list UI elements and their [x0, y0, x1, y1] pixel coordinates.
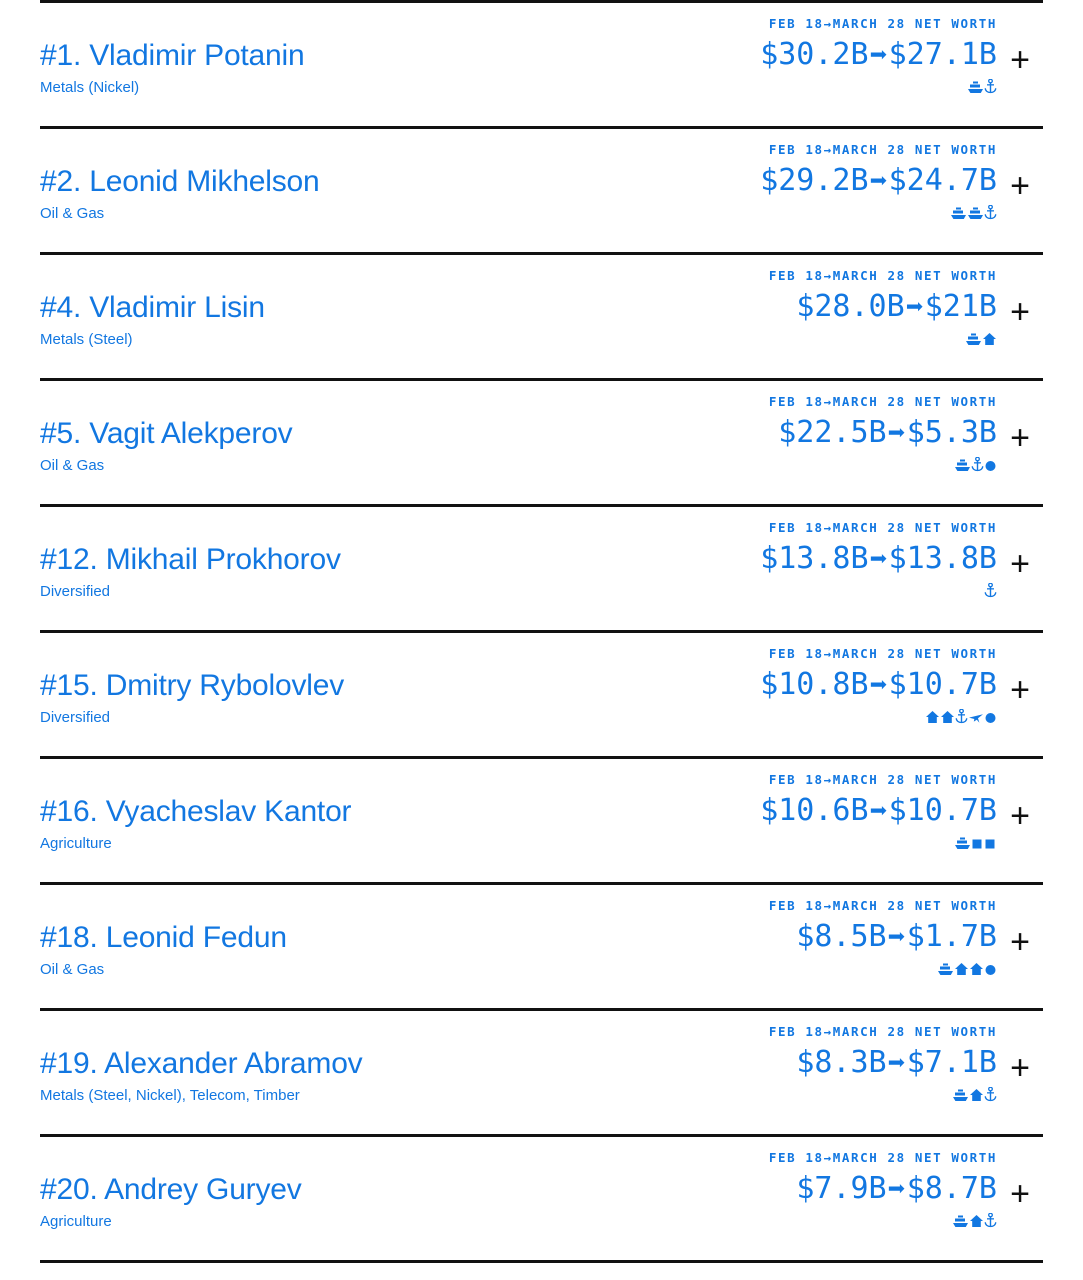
house-icon	[954, 961, 969, 979]
period-label: FEB 18→MARCH 28 NET WORTH	[768, 394, 997, 409]
net-worth-block	[567, 3, 997, 99]
asset-icons	[567, 961, 997, 981]
net-worth-block	[567, 1137, 997, 1233]
net-worth-start: $8.5B	[796, 919, 887, 954]
period-label: FEB 18→MARCH 28 NET WORTH	[768, 520, 997, 535]
list-item-content	[40, 255, 1043, 375]
net-worth-block	[567, 381, 997, 477]
asset-icons	[567, 457, 997, 477]
period-label: FEB 18→MARCH 28 NET WORTH	[768, 898, 997, 913]
house-icon	[982, 331, 997, 349]
arrow-icon: ➡	[887, 416, 906, 451]
yacht-icon	[937, 961, 954, 979]
yacht-icon	[954, 457, 971, 475]
net-worth-end: $10.7B	[888, 667, 997, 702]
net-worth-values	[567, 1170, 997, 1209]
list-item-content	[40, 129, 1043, 249]
house-icon	[925, 709, 940, 727]
person-info	[40, 1011, 567, 1105]
expand-button[interactable]: +	[1010, 419, 1030, 457]
net-worth-values	[567, 918, 997, 957]
net-worth-end: $1.7B	[906, 919, 997, 954]
divider	[40, 1260, 1043, 1263]
person-info	[40, 3, 567, 97]
net-worth-values	[567, 414, 997, 453]
expand-button[interactable]: +	[1010, 797, 1030, 835]
house-icon	[969, 961, 984, 979]
list-item	[40, 381, 1043, 504]
net-worth-block	[567, 759, 997, 855]
person-sector: Metals (Steel, Nickel), Telecom, Timber	[40, 1087, 300, 1104]
person-name[interactable]: #5. Vagit Alekperov	[40, 417, 293, 450]
list-item	[40, 1011, 1043, 1134]
person-name[interactable]: #15. Dmitry Rybolovlev	[40, 669, 345, 702]
person-name[interactable]: #18. Leonid Fedun	[40, 921, 287, 954]
list-item-content	[40, 3, 1043, 123]
net-worth-end: $13.8B	[888, 541, 997, 576]
net-worth-block	[567, 885, 997, 981]
net-worth-start: $30.2B	[760, 37, 869, 72]
asset-icons	[567, 1213, 997, 1233]
net-worth-end: $5.3B	[906, 415, 997, 450]
expand-button[interactable]: +	[1010, 1049, 1030, 1087]
net-worth-end: $7.1B	[906, 1045, 997, 1080]
expand-button[interactable]: +	[1010, 1175, 1030, 1213]
asset-icons	[567, 331, 997, 351]
net-worth-values	[567, 162, 997, 201]
person-name[interactable]: #12. Mikhail Prokhorov	[40, 543, 341, 576]
yacht-icon	[950, 205, 967, 223]
net-worth-start: $8.3B	[796, 1045, 887, 1080]
net-worth-values	[567, 288, 997, 327]
arrow-icon: ➡	[869, 542, 888, 577]
arrow-icon: ➡	[869, 794, 888, 829]
circle-icon	[984, 709, 997, 727]
net-worth-start: $28.0B	[796, 289, 905, 324]
net-worth-start: $29.2B	[760, 163, 869, 198]
net-worth-values	[567, 792, 997, 831]
arrow-icon: ➡	[869, 668, 888, 703]
net-worth-end: $27.1B	[888, 37, 997, 72]
list-item	[40, 885, 1043, 1008]
anchor-icon	[984, 205, 997, 223]
person-info	[40, 1137, 567, 1231]
yacht-icon	[954, 835, 971, 853]
expand-button[interactable]: +	[1010, 671, 1030, 709]
list-item-content	[40, 507, 1043, 627]
person-name[interactable]: #16. Vyacheslav Kantor	[40, 795, 352, 828]
list-item	[40, 255, 1043, 378]
circle-icon	[984, 457, 997, 475]
net-worth-end: $24.7B	[888, 163, 997, 198]
expand-button[interactable]: +	[1010, 545, 1030, 583]
person-info	[40, 507, 567, 601]
asset-icons	[567, 709, 997, 729]
person-name[interactable]: #4. Vladimir Lisin	[40, 291, 265, 324]
period-label: FEB 18→MARCH 28 NET WORTH	[768, 646, 997, 661]
plane-icon	[968, 709, 984, 727]
asset-icons	[567, 1087, 997, 1107]
list-item	[40, 3, 1043, 126]
person-sector: Agriculture	[40, 1213, 112, 1230]
anchor-icon	[971, 457, 984, 475]
net-worth-block	[567, 1011, 997, 1107]
person-sector: Diversified	[40, 709, 111, 726]
list-item-content	[40, 633, 1043, 753]
rows-container	[40, 3, 1043, 1263]
person-info	[40, 759, 567, 853]
person-sector: Oil & Gas	[40, 205, 105, 222]
anchor-icon	[984, 79, 997, 97]
person-name[interactable]: #1. Vladimir Potanin	[40, 39, 305, 72]
net-worth-start: $22.5B	[778, 415, 887, 450]
square-icon	[984, 835, 997, 853]
anchor-icon	[984, 1087, 997, 1105]
arrow-icon: ➡	[887, 1172, 906, 1207]
house-icon	[969, 1087, 984, 1105]
period-label: FEB 18→MARCH 28 NET WORTH	[768, 16, 997, 31]
person-info	[40, 129, 567, 223]
net-worth-start: $10.8B	[760, 667, 869, 702]
asset-icons	[567, 583, 997, 603]
expand-button[interactable]: +	[1010, 167, 1030, 205]
person-sector: Agriculture	[40, 835, 112, 852]
person-name[interactable]: #2. Leonid Mikhelson	[40, 165, 320, 198]
asset-icons	[567, 205, 997, 225]
person-sector: Metals (Nickel)	[40, 79, 140, 96]
person-info	[40, 885, 567, 979]
net-worth-values	[567, 36, 997, 75]
yacht-icon	[952, 1213, 969, 1231]
list-item-content	[40, 885, 1043, 1005]
list-item	[40, 1137, 1043, 1260]
arrow-icon: ➡	[887, 1046, 906, 1081]
net-worth-start: $13.8B	[760, 541, 869, 576]
asset-icons	[567, 835, 997, 855]
person-sector: Diversified	[40, 583, 111, 600]
list-item	[40, 633, 1043, 756]
net-worth-values	[567, 666, 997, 705]
house-icon	[940, 709, 955, 727]
period-label: FEB 18→MARCH 28 NET WORTH	[768, 268, 997, 283]
list-item-content	[40, 759, 1043, 879]
anchor-icon	[984, 1213, 997, 1231]
anchor-icon	[984, 583, 997, 601]
asset-icons	[567, 79, 997, 99]
net-worth-block	[567, 255, 997, 351]
square-icon	[971, 835, 984, 853]
person-info	[40, 633, 567, 727]
list-item-content	[40, 1137, 1043, 1257]
period-label: FEB 18→MARCH 28 NET WORTH	[768, 1024, 997, 1039]
expand-button[interactable]: +	[1010, 923, 1030, 961]
net-worth-values	[567, 540, 997, 579]
list-item	[40, 507, 1043, 630]
expand-button[interactable]: +	[1010, 293, 1030, 331]
yacht-icon	[952, 1087, 969, 1105]
period-label: FEB 18→MARCH 28 NET WORTH	[768, 772, 997, 787]
list-item	[40, 759, 1043, 882]
person-info	[40, 381, 567, 475]
expand-button[interactable]: +	[1010, 41, 1030, 79]
person-name[interactable]: #20. Andrey Guryev	[40, 1173, 302, 1206]
net-worth-start: $10.6B	[760, 793, 869, 828]
person-name[interactable]: #19. Alexander Abramov	[40, 1047, 363, 1080]
person-sector: Oil & Gas	[40, 457, 105, 474]
list-item-content	[40, 381, 1043, 501]
net-worth-values	[567, 1044, 997, 1083]
arrow-icon: ➡	[905, 290, 924, 325]
period-label: FEB 18→MARCH 28 NET WORTH	[768, 142, 997, 157]
arrow-icon: ➡	[869, 164, 888, 199]
list-item-content	[40, 1011, 1043, 1131]
anchor-icon	[955, 709, 968, 727]
net-worth-start: $7.9B	[796, 1171, 887, 1206]
net-worth-block	[567, 633, 997, 729]
list-item	[40, 129, 1043, 252]
net-worth-block	[567, 507, 997, 603]
net-worth-end: $10.7B	[888, 793, 997, 828]
person-sector: Oil & Gas	[40, 961, 105, 978]
yacht-icon	[967, 79, 984, 97]
yacht-icon	[965, 331, 982, 349]
net-worth-end: $8.7B	[906, 1171, 997, 1206]
net-worth-block	[567, 129, 997, 225]
period-label: FEB 18→MARCH 28 NET WORTH	[768, 1150, 997, 1165]
yacht-icon	[967, 205, 984, 223]
person-sector: Metals (Steel)	[40, 331, 133, 348]
arrow-icon: ➡	[869, 38, 888, 73]
net-worth-end: $21B	[924, 289, 997, 324]
arrow-icon: ➡	[887, 920, 906, 955]
person-info	[40, 255, 567, 349]
circle-icon	[984, 961, 997, 979]
house-icon	[969, 1213, 984, 1231]
